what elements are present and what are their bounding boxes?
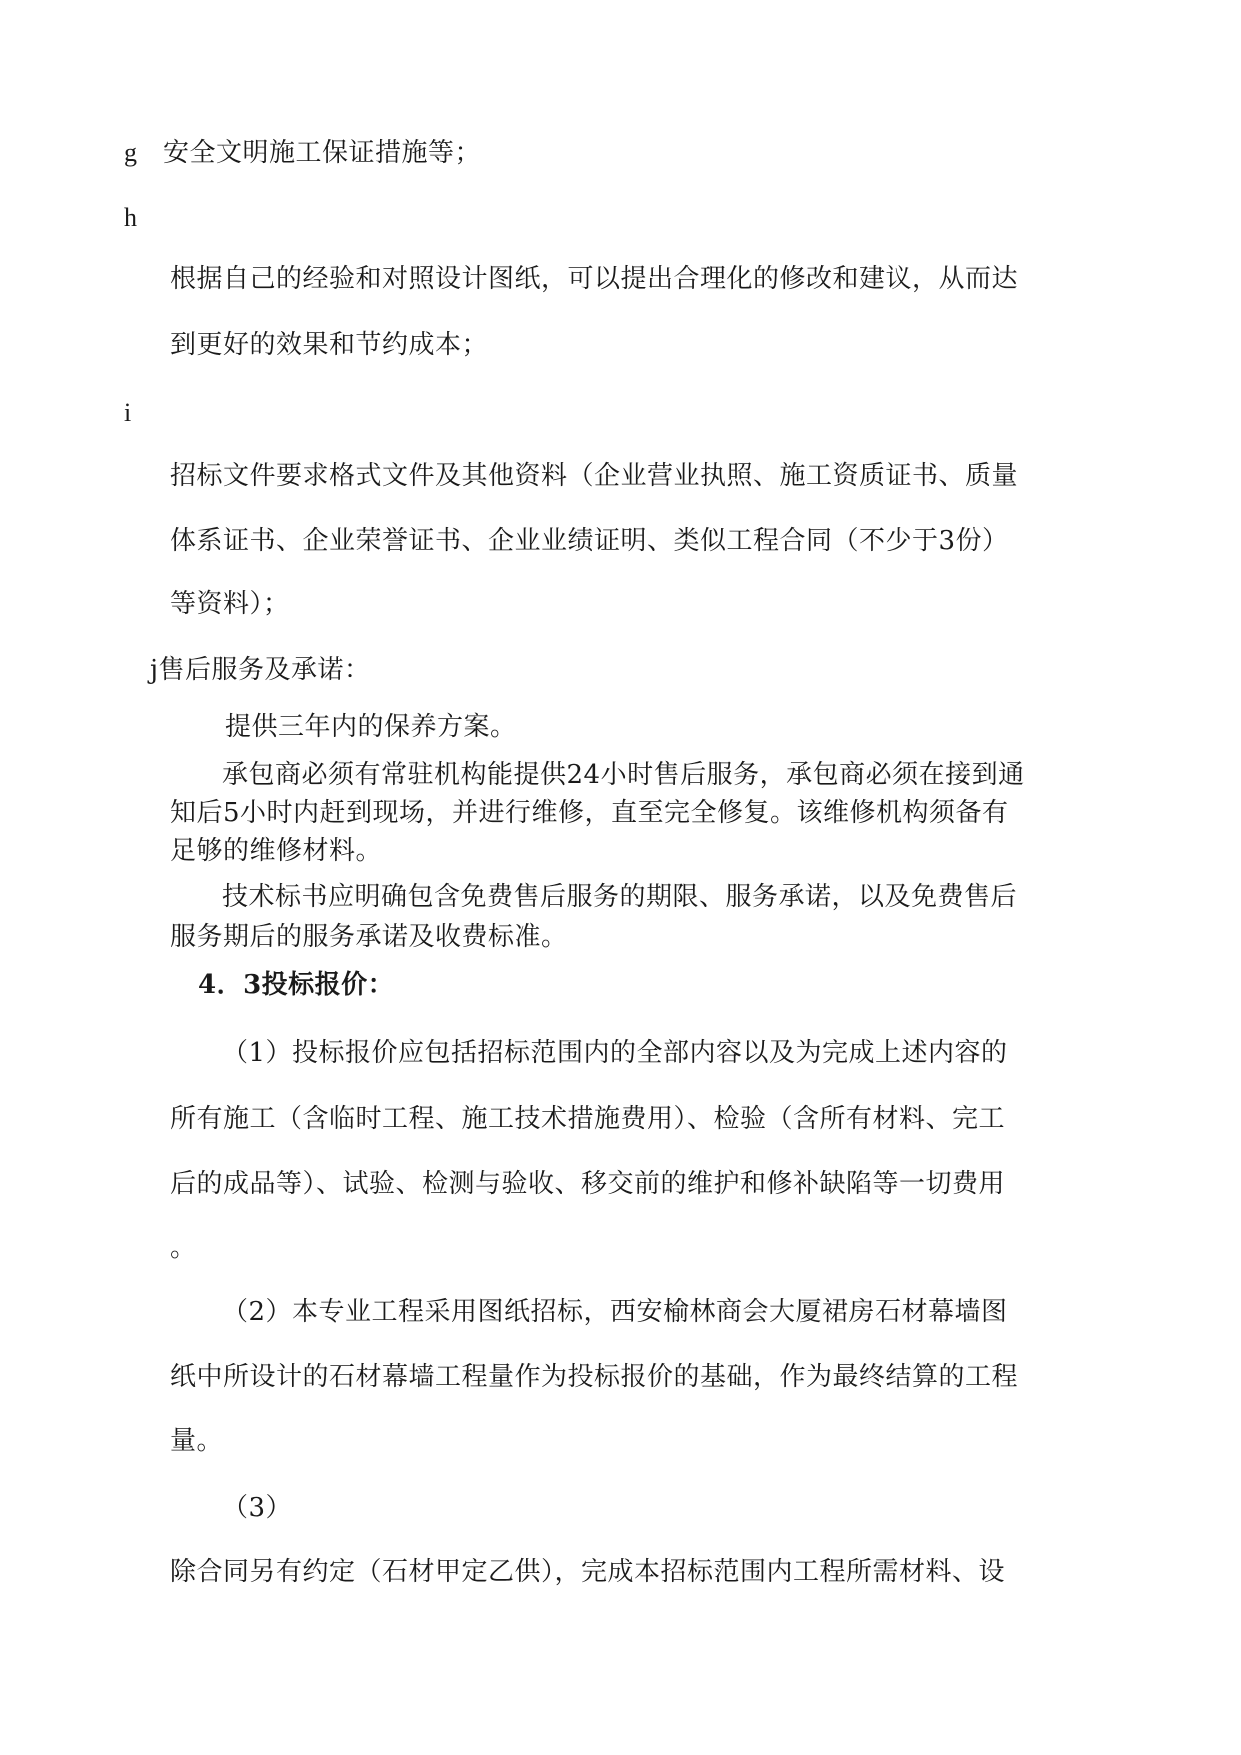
item-marker-h: h	[124, 203, 138, 232]
item-j-paragraph: 技术标书应明确包含免费售后服务的期限、服务承诺，以及免费售后	[222, 882, 1018, 912]
item-i-line: 等资料）；	[170, 589, 290, 619]
item-j-paragraph: 足够的维修材料。	[170, 836, 383, 866]
item-marker-i: i	[124, 398, 132, 427]
section-paragraph: （3）	[222, 1493, 293, 1523]
section-paragraph: 所有施工（含临时工程、施工技术措施费用）、检验（含所有材料、完工	[170, 1104, 1006, 1134]
section-paragraph: 除合同另有约定（石材甲定乙供），完成本招标范围内工程所需材料、设	[170, 1557, 1006, 1587]
section-paragraph: 量。	[170, 1426, 224, 1456]
item-j-paragraph: 提供三年内的保养方案。	[225, 712, 517, 742]
item-j-paragraph: 知后5小时内赶到现场，并进行维修，直至完全修复。该维修机构须备有	[170, 798, 1009, 828]
section-heading: 4．3投标报价：	[198, 970, 395, 1000]
item-j-heading: j售后服务及承诺：	[150, 655, 371, 685]
section-paragraph: （2）本专业工程采用图纸招标，西安榆林商会大厦裙房石材幕墙图	[222, 1297, 1008, 1327]
item-i-line: 体系证书、企业荣誉证书、企业业绩证明、类似工程合同（不少于3份）	[170, 526, 1009, 556]
item-g-text: 安全文明施工保证措施等；	[163, 138, 482, 168]
item-j-paragraph: 承包商必须有常驻机构能提供24小时售后服务，承包商必须在接到通	[222, 760, 1025, 790]
item-h-line: 根据自己的经验和对照设计图纸，可以提出合理化的修改和建议，从而达	[170, 264, 1019, 294]
section-paragraph: 后的成品等）、试验、检测与验收、移交前的维护和修补缺陷等一切费用	[170, 1169, 1006, 1199]
item-marker-g: g	[124, 138, 138, 167]
item-j-paragraph: 服务期后的服务承诺及收费标准。	[170, 922, 568, 952]
section-paragraph: （1）投标报价应包括招标范围内的全部内容以及为完成上述内容的	[222, 1038, 1008, 1068]
section-paragraph: 纸中所设计的石材幕墙工程量作为投标报价的基础，作为最终结算的工程	[170, 1362, 1019, 1392]
item-h-line: 到更好的效果和节约成本；	[170, 330, 489, 360]
item-i-line: 招标文件要求格式文件及其他资料（企业营业执照、施工资质证书、质量	[170, 461, 1019, 491]
section-paragraph: 。	[170, 1233, 197, 1263]
